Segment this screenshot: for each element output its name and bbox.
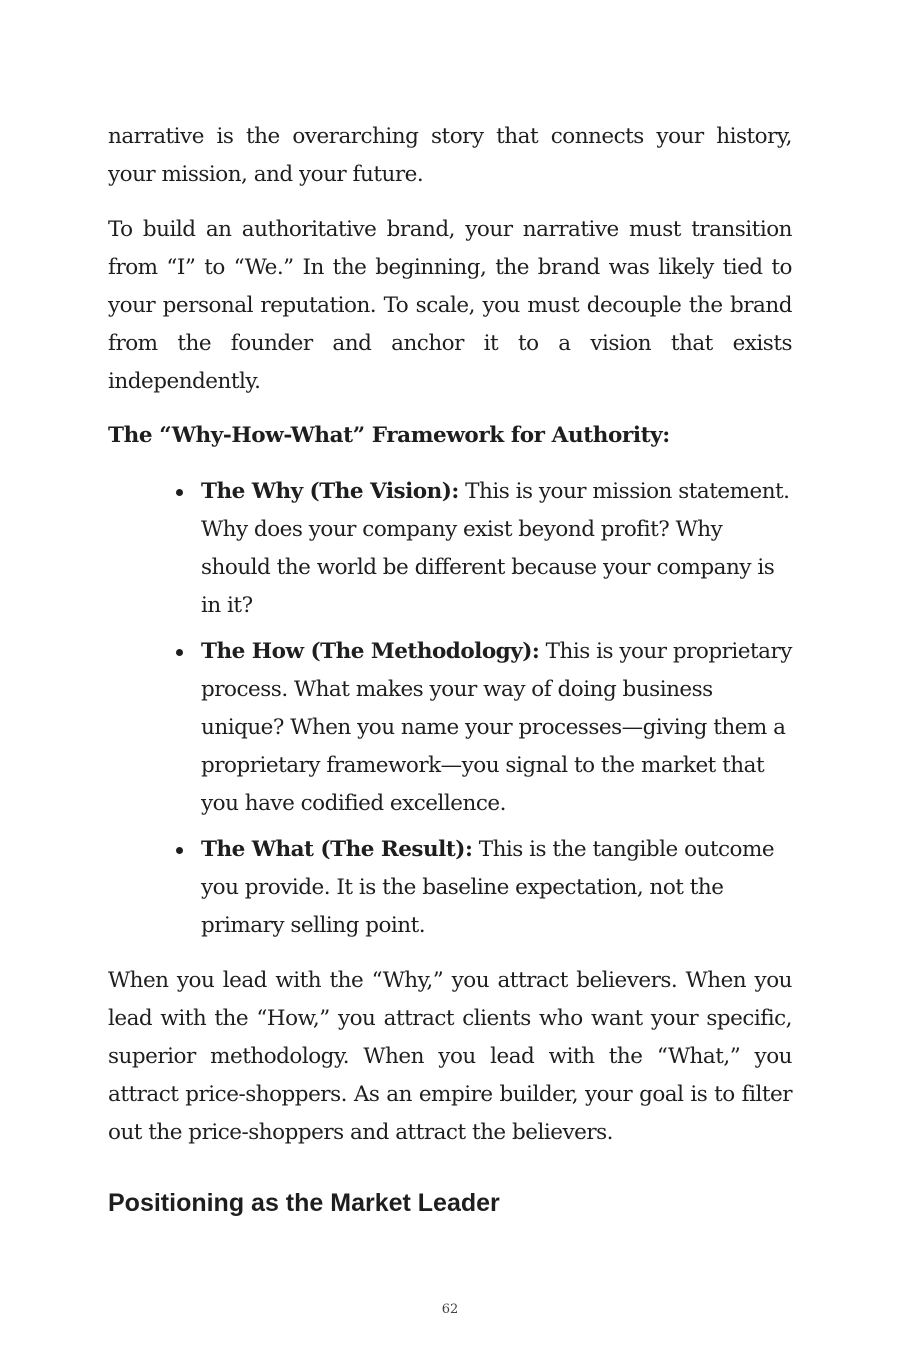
- list-item-text: This is your mission statement. Why does your company exist beyond profit? Why should the world be different because your company is in it?: [201, 479, 790, 618]
- bullet-icon: [176, 847, 183, 854]
- list-item-text: This is the tangible outcome you provide. It is the baseline expectation, not the primary selling point.: [201, 837, 775, 938]
- list-item-term: The Why (The Vision):: [201, 479, 459, 504]
- framework-heading: The “Why-How-What” Framework for Authority:: [108, 423, 670, 448]
- bullet-icon: [176, 489, 183, 496]
- list-item-text: This is your proprietary process. What makes your way of doing business unique? When you name your processes—giving them a proprietary framework—you signal to the market that you have codified excellence.: [201, 639, 792, 816]
- framework-list: [108, 473, 792, 945]
- section-heading: Positioning as the Market Leader: [108, 1189, 500, 1217]
- bullet-icon: [176, 649, 183, 656]
- paragraph-intro-continuation: narrative is the overarching story that connects your history, your mission, and your future.: [108, 124, 792, 187]
- list-item-what: [201, 831, 792, 945]
- list-item-why: [201, 473, 792, 625]
- paragraph-transition: To build an authoritative brand, your narrative must transition from “I” to “We.” In the beginning, the brand was likely tied to your personal reputation. To scale, you must decouple the brand from the founder and anchor it to a vision that exists independently.: [108, 217, 792, 394]
- list-item-how: [201, 633, 792, 823]
- list-item-term: The How (The Methodology):: [201, 639, 540, 664]
- page-content: [108, 118, 792, 1222]
- page-number: 62: [441, 1302, 459, 1317]
- paragraph-conclusion: When you lead with the “Why,” you attract believers. When you lead with the “How,” you attract clients who want your specific, superior methodology. When you lead with the “What,” you attract price-shoppers. As an empire builder, your goal is to filter out the price-shoppers and attract the believers.: [108, 968, 792, 1145]
- list-item-term: The What (The Result):: [201, 837, 473, 862]
